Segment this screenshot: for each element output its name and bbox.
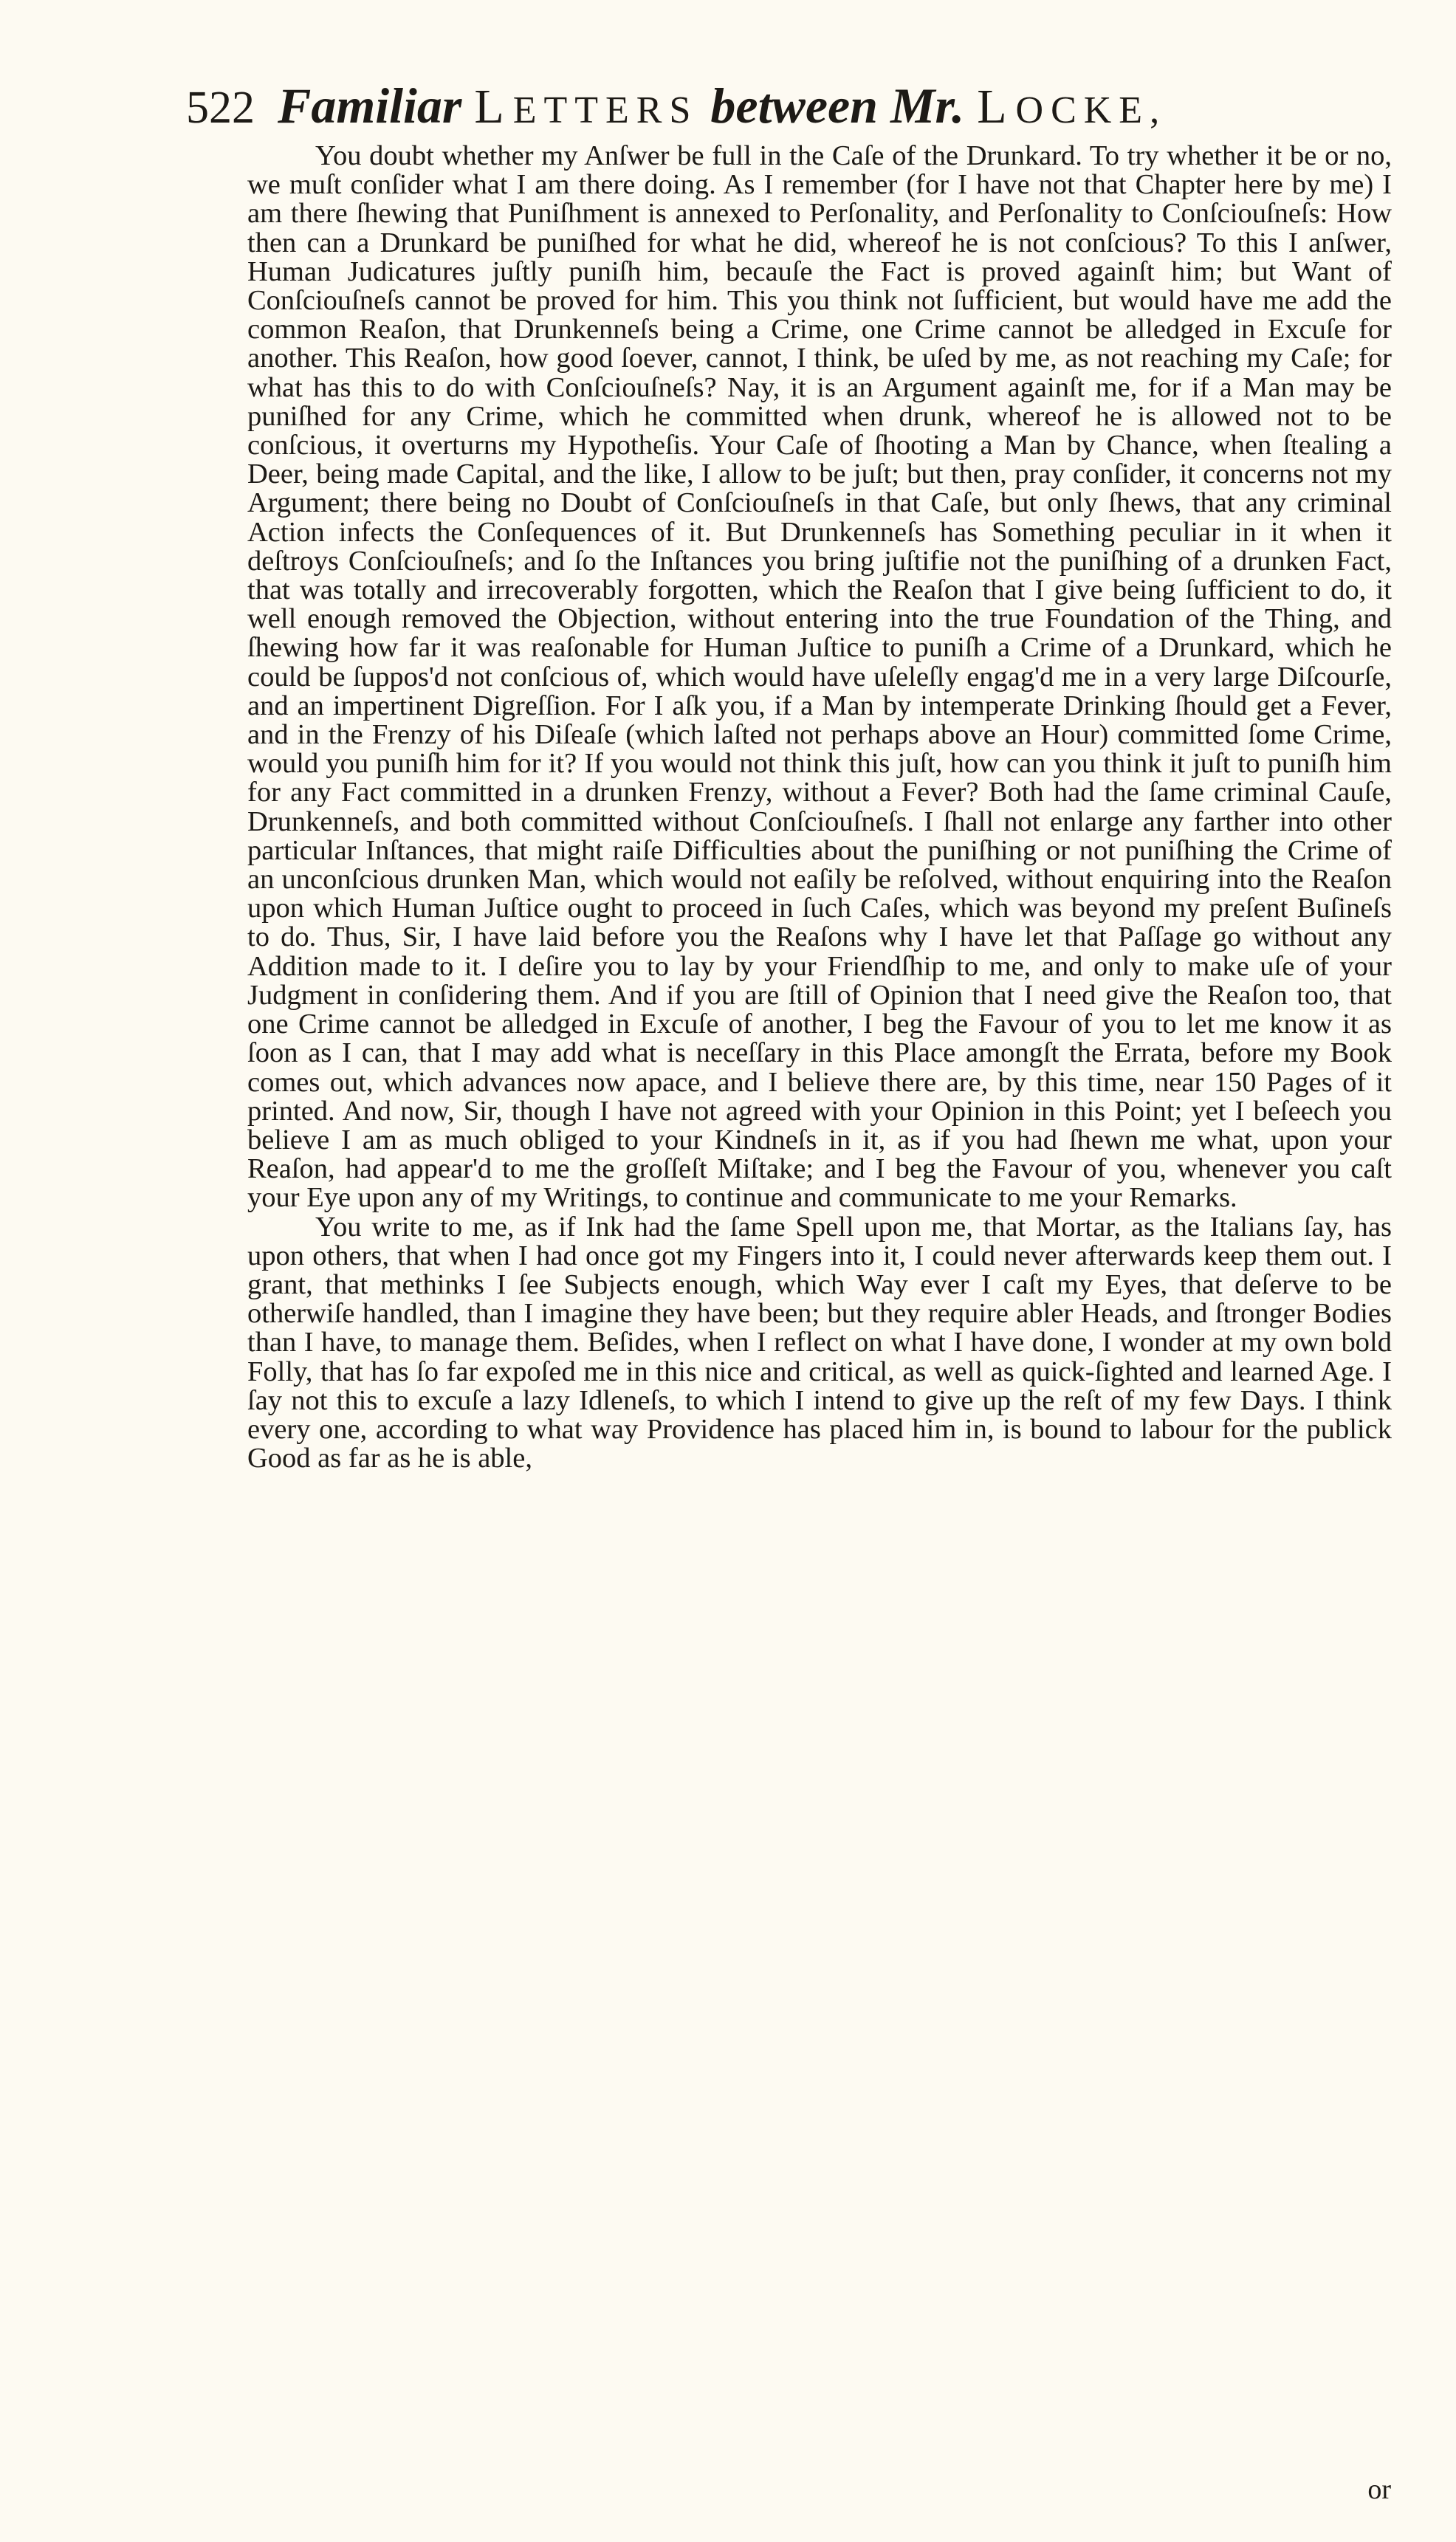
header-title-locke-initial: L <box>977 80 1016 134</box>
header-title-locke-rest: OCKE, <box>1015 89 1167 131</box>
letter-body <box>247 142 1392 1473</box>
header-title-letters-initial: L <box>474 80 513 134</box>
running-header <box>186 65 1397 146</box>
header-title-between: between Mr. <box>710 78 965 134</box>
header-title-letters-rest: ETTERS <box>512 89 698 131</box>
header-title-familiar: Familiar <box>278 78 462 134</box>
catchword: or <box>1367 2474 1391 2505</box>
paragraph-drunkard: You doubt whether my Anſwer be full in the Caſe of the Drunkard. To try whether it be or no, we muſt conſider what I am there doing. As I remember (for I have not that Chapter here by me) I am there ſhewing that Puniſhment is annexed to Perſonality, and Perſonality to Conſciouſneſs: How then can a Drunkard be puniſhed for what he did, whereof he is not conſcious? To this I anſwer, Human Judicatures juſtly puniſh him, becauſe the Fact is proved againſt him; but Want of Conſciouſneſs cannot be proved for him. This you think not ſufficient, but would have me add the common Reaſon, that Drunkenneſs being a Crime, one Crime cannot be alledged in Excuſe for another. This Reaſon, how good ſoever, cannot, I think, be uſed by me, as not reaching my Caſe; for what has this to do with Conſciouſneſs? Nay, it is an Argument againſt me, for if a Man may be puniſhed for any Crime, which he committed when drunk, whereof he is allowed not to be conſcious, it overturns my Hypotheſis. Your Caſe of ſhooting a Man by Chance, when ſtealing a Deer, being made Capital, and the like, I allow to be juſt; but then, pray conſider, it concerns not my Argument; there being no Doubt of Conſciouſneſs in that Caſe, but only ſhews, that any criminal Action infects the Conſequences of it. But Drunkenneſs has Something peculiar in it when it deſtroys Conſciouſneſs; and ſo the Inſtances you bring juſtifie not the puniſhing of a drunken Fact, that was totally and irrecoverably forgotten, which the Reaſon that I give being ſufficient to do, it well enough removed the Objection, without entering into the true Foundation of the Thing, and ſhewing how far it was reaſonable for Human Juſtice to puniſh a Crime of a Drunkard, which he could be ſuppos'd not conſcious of, which would have uſeleſly engag'd me in a very large Diſcourſe, and an impertinent Digreſſion. For I aſk you, if a Man by intemperate Drinking ſhould get a Fever, and in the Frenzy of his Diſeaſe (which laſted not perhaps above an Hour) committed ſome Crime, would you puniſh him for it? If you would not think this juſt, how can you think it juſt to puniſh him for any Fact committed in a drunken Frenzy, without a Fever? Both had the ſame criminal Cauſe, Drunkenneſs, and both committed without Conſciouſneſs. I ſhall not enlarge any farther into other particular Inſtances, that might raiſe Difficulties about the puniſhing or not puniſhing the Crime of an unconſcious drunken Man, which would not eaſily be reſolved, without enquiring into the Reaſon upon which Human Juſtice ought to proceed in ſuch Caſes, which was beyond my preſent Buſineſs to do. Thus, Sir, I have laid before you the Reaſons why I have let that Paſſage go without any Addition made to it. I deſire you to lay by your Friendſhip to me, and only to make uſe of your Judgment in conſidering them. And if you are ſtill of Opinion that I need give the Reaſon too, that one Crime cannot be alledged in Excuſe of another, I beg the Favour of you to let me know it as ſoon as I can, that I may add what is neceſſary in this Place amongſt the Errata, before my Book comes out, which advances now apace, and I believe there are, by this time, near 150 Pages of it printed. And now, Sir, though I have not agreed with your Opinion in this Point; yet I beſeech you believe I am as much obliged to your Kindneſs in it, as if you had ſhewn me what, upon your Reaſon, had appear'd to me the groſſeſt Miſtake; and I beg the Favour of you, whenever you caſt your Eye upon any of my Writings, to continue and communicate to me your Remarks. <box>247 140 1392 1214</box>
paragraph-ink: You write to me, as if Ink had the ſame Spell upon me, that Mortar, as the Italians ſay, has upon others, that when I had once got my Fingers into it, I could never afterwards keep them out. I grant, that methinks I ſee Subjects enough, which Way ever I caſt my Eyes, that deſerve to be otherwiſe handled, than I imagine they have been; but they require abler Heads, and ſtronger Bodies than I have, to manage them. Beſides, when I reflect on what I have done, I wonder at my own bold Folly, that has ſo far expoſed me in this nice and critical, as well as quick-ſighted and learned Age. I ſay not this to excuſe a lazy Idleneſs, to which I intend to give up the reſt of my few Days. I think every one, according to what way Providence has placed him in, is bound to labour for the publick Good as far as he is able, <box>247 1211 1392 1474</box>
page-number: 522 <box>186 83 255 133</box>
